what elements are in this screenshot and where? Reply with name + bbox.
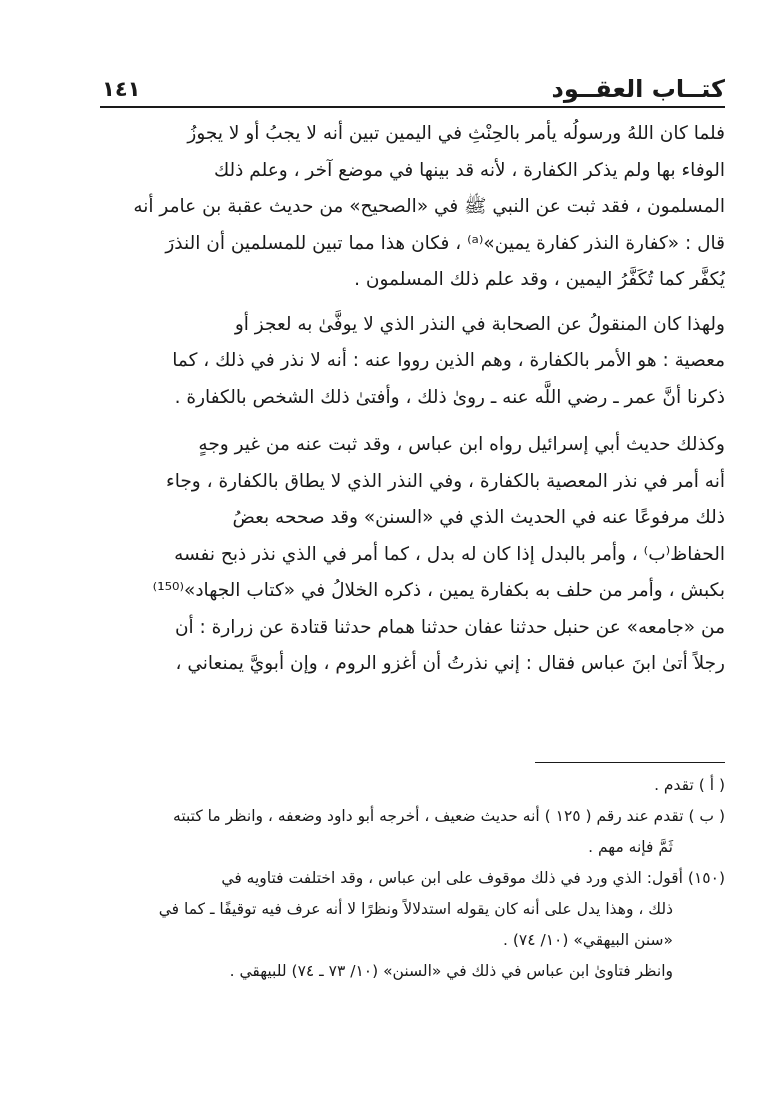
footnote-b-continuation: ثَمَّ فإنه مهم . — [588, 838, 673, 856]
footnote-150-continuation: ذلك ، وهذا يدل على أنه كان يقوله استدلالاً ونظرًا لا أنه عرف فيه توقيفًا ـ كما في — [158, 900, 673, 918]
text-line: من «جامعه» عن حنبل حدثنا عفان حدثنا همام حدثنا قتادة عن زرارة : أن — [174, 616, 725, 638]
footnote-rule — [535, 762, 725, 763]
header-rule — [100, 106, 725, 108]
footnote-150-continuation: وانظر فتاوىٰ ابن عباس في ذلك في «السنن» (١٠/ ٧٣ ـ ٧٤) للبيهقي . — [229, 962, 673, 980]
chapter-title: كتــاب العقــود — [551, 75, 725, 103]
text-line: معصية : هو الأمر بالكفارة ، وهم الذين رووا عنه : أنه لا نذر في ذلك ، كما — [172, 350, 725, 371]
text-line: ذكرنا أنَّ عمر ـ رضي اللَّه عنه ـ روىٰ ذلك ، وأفتىٰ ذلك الشخص بالكفارة . — [174, 386, 725, 408]
text-line: قال : «كفارة النذر كفارة يمين»⁽ᵃ⁾ ، فكان هذا مما تبين للمسلمين أن النذرَ — [165, 232, 725, 254]
paragraph-3 — [100, 427, 725, 683]
body-text — [100, 116, 725, 683]
text-line: يُكفَّر كما تُكَفَّرُ اليمين ، وقد علم ذلك المسلمون . — [354, 269, 725, 290]
page-number: ١٤١ — [102, 77, 141, 101]
text-line: فلما كان اللهُ ورسولُه يأمر بالحِنْثِ في اليمين تبين أنه لا يجبُ أو لا يجوزُ — [187, 123, 725, 144]
text-line: رجلاً أتىٰ ابنَ عباس فقال : إني نذرتُ أن أغزو الروم ، وإن أبويَّ يمنعاني ، — [175, 653, 725, 674]
text-line: بكبش ، وأمر من حلف به بكفارة يمين ، ذكره الخلالُ في «كتاب الجهاد»⁽¹⁵⁰⁾ — [152, 580, 725, 601]
book-page — [100, 70, 725, 1070]
footnote-150: (١٥٠) أقول: الذي ورد في ذلك موقوف على ابن عباس ، وقد اختلفت فتاويه في — [221, 869, 725, 887]
footnote-b: ( ب ) تقدم عند رقم ( ١٢٥ ) أنه حديث ضعيف ، أخرجه أبو داود وضعفه ، وانظر ما كتبته — [173, 807, 725, 825]
text-line: ذلك مرفوعًا عنه في الحديث الذي في «السنن» وقد صححه بعضُ — [232, 507, 725, 528]
page-header — [100, 75, 725, 109]
footnotes — [100, 770, 725, 987]
paragraph-2 — [100, 307, 725, 417]
text-line: الوفاء بها ولم يذكر الكفارة ، لأنه قد بينها في موضع آخر ، وعلم ذلك — [213, 159, 725, 181]
paragraph-1 — [100, 116, 725, 299]
text-line: الحفاظ⁽ب⁾ ، وأمر بالبدل إذا كان له بدل ، كما أمر في الذي نذر ذبح نفسه — [174, 543, 725, 565]
text-line: المسلمون ، فقد ثبت عن النبي ﷺ في «الصحيح» من حديث عقبة بن عامر أنه — [133, 196, 725, 217]
footnote-150-continuation: «سنن البيهقي» (١٠/ ٧٤) . — [503, 931, 673, 949]
footnote-a: ( أ ) تقدم . — [654, 776, 725, 794]
text-line: وكذلك حديث أبي إسرائيل رواه ابن عباس ، وقد ثبت عنه من غير وجهٍ — [198, 434, 725, 455]
text-line: ولهذا كان المنقولُ عن الصحابة في النذر الذي لا يوفَّىٰ به لعجز أو — [234, 313, 725, 335]
text-line: أنه أمر في نذر المعصية بالكفارة ، وفي النذر الذي لا يطاق بالكفارة ، وجاء — [166, 470, 725, 492]
